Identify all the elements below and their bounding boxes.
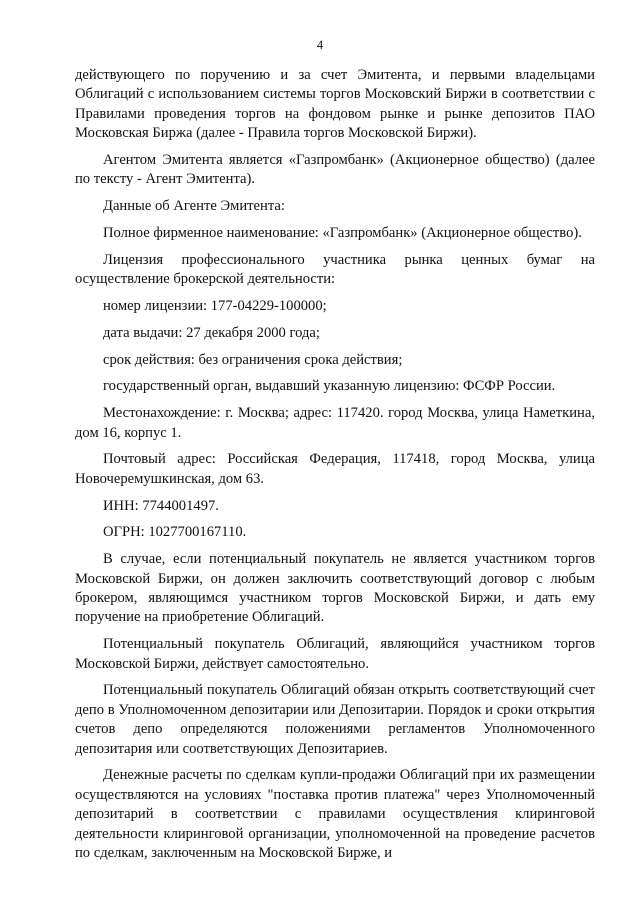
page-number: 4 [316,38,324,52]
paragraph-validity: срок действия: без ограничения срока действия; [103,351,403,368]
paragraph-ogrn: ОГРН: 1027700167110. [103,524,247,541]
paragraph-agent-data-heading: Данные об Агенте Эмитента: [103,198,285,215]
paragraph-license: Лицензия профессионального участника рынка ценных бумаг на осуществление брокерской деятельности: [75,251,595,288]
paragraph-independent-buyer: Потенциальный покупатель Облигаций, являющийся участником торгов Московской Биржи, действует самостоятельно. [75,636,595,672]
paragraph-license-number: номер лицензии: 177-04229-100000; [103,298,327,315]
paragraph-settlements: Денежные расчеты по сделкам купли-продажи Облигаций при их размещении осуществляются на условиях "поставка против платежа" через Уполномоченный депозитарий в соответствии с правилами осуществления клиринговой деятельности клиринговой организации, уполномоченной на проведение расчетов по сделкам, заключенным на Московской Бирже, и [75,767,595,862]
document-body [75,66,595,863]
paragraph-issuer-agent: Агентом Эмитента является «Газпромбанк» (Акционерное общество) (далее по тексту - Агент Эмитента). [75,152,595,188]
paragraph-full-name: Полное фирменное наименование: «Газпромбанк» (Акционерное общество). [103,225,582,242]
paragraph-postal-address: Почтовый адрес: Российская Федерация, 117418, город Москва, улица Новочеремушкинская, дом 63. [75,451,595,487]
paragraph-location: Местонахождение: г. Москва; адрес: 117420. город Москва, улица Наметкина, дом 16, корпус 1. [75,405,595,441]
paragraph-issue-date: дата выдачи: 27 декабря 2000 года; [103,324,320,341]
paragraph-broker-agreement: В случае, если потенциальный покупатель не является участником торгов Московской Биржи, он должен заключить соответствующий договор с любым брокером, являющимся участником торгов Московской Биржи, и дать ему поручение на приобретение Облигаций. [75,551,595,626]
paragraph-depo-account: Потенциальный покупатель Облигаций обязан открыть соответствующий счет депо в Уполномоченном депозитарии или Депозитарии. Порядок и сроки открытия счетов депо определяются положениями регламентов Уполномоченного депозитария или соответствующих Депозитариев. [75,682,595,757]
paragraph-issuing-authority: государственный орган, выдавший указанную лицензию: ФСФР России. [103,378,556,395]
paragraph-continuation: действующего по поручению и за счет Эмитента, и первыми владельцами Облигаций с использованием системы торгов Московский Биржи в соответствии с Правилами проведения торгов на фондовом рынке и рынке депозитов ПАО Московская Биржа (далее - Правила торгов Московской Биржи). [75,67,595,142]
paragraph-inn: ИНН: 7744001497. [103,497,219,514]
